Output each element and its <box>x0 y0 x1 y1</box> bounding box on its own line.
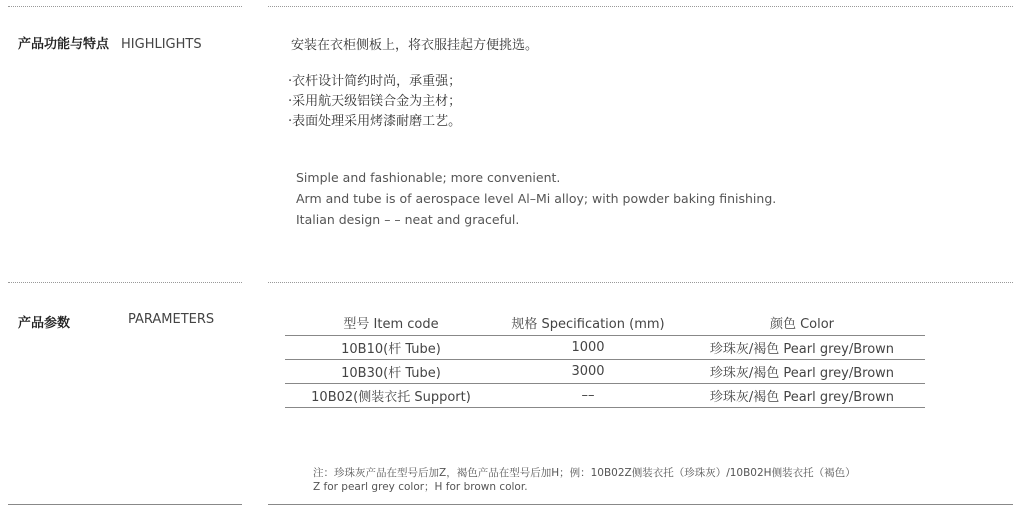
table-header-specification: 规格 Specification (mm) <box>497 309 679 336</box>
parameters-label-cn: 产品参数 <box>18 316 71 331</box>
highlights-label-cn: 产品功能与特点 <box>18 37 110 52</box>
highlights-label-en: HIGHLIGHTS <box>121 37 202 52</box>
table-cell-specification: 1000 <box>497 336 679 360</box>
table-cell-specification: 3000 <box>497 360 679 384</box>
table-header-item-code: 型号 Item code <box>285 309 497 336</box>
table-cell-specification: –– <box>497 384 679 408</box>
table-cell-item-code: 10B30(杆 Tube) <box>285 360 497 384</box>
parameters-label-en-wrap <box>128 312 214 327</box>
table-cell-item-code: 10B10(杆 Tube) <box>285 336 497 360</box>
top-divider-left <box>8 6 242 7</box>
table-row <box>285 336 925 360</box>
parameters-label-cn-wrap <box>18 312 70 331</box>
footnote <box>313 466 856 494</box>
highlight-bullet: ·表面处理采用烤漆耐磨工艺。 <box>288 114 462 129</box>
highlight-bullet: ·衣杆设计简约时尚，承重强； <box>288 74 462 89</box>
parameters-label-en: PARAMETERS <box>128 312 215 327</box>
highlight-english-line: Italian design – – neat and graceful. <box>296 212 520 227</box>
footnote-line-en: Z for pearl grey color；H for brown color. <box>313 481 528 493</box>
table-header-row <box>285 309 925 336</box>
footnote-line-cn: 注：珍珠灰产品在型号后加Z，褐色产品在型号后加H；例：10B02Z侧装衣托（珍珠灰）/10B02H侧装衣托（褐色） <box>313 467 856 479</box>
top-divider-right <box>268 6 1013 7</box>
table-cell-color: 珍珠灰/褐色 Pearl grey/Brown <box>679 384 925 408</box>
middle-divider-left <box>8 282 242 283</box>
highlight-english-line: Arm and tube is of aerospace level Al–Mi alloy; with powder baking finishing. <box>296 191 777 206</box>
table-cell-color: 珍珠灰/褐色 Pearl grey/Brown <box>679 336 925 360</box>
table-row <box>285 360 925 384</box>
middle-divider-right <box>268 282 1013 283</box>
table-row <box>285 384 925 408</box>
highlight-english-line: Simple and fashionable; more convenient. <box>296 170 561 185</box>
table-cell-item-code: 10B02(侧装衣托 Support) <box>285 384 497 408</box>
bottom-divider-right <box>268 504 1013 505</box>
bottom-divider-left <box>8 504 242 505</box>
highlight-bullet: ·采用航天级铝镁合金为主材； <box>288 94 462 109</box>
table-cell-color: 珍珠灰/褐色 Pearl grey/Brown <box>679 360 925 384</box>
highlights-label <box>18 33 202 52</box>
highlights-intro: 安装在衣柜侧板上，将衣服挂起方便挑选。 <box>291 38 539 53</box>
parameters-table <box>285 309 925 408</box>
table-header-color: 颜色 Color <box>679 309 925 336</box>
